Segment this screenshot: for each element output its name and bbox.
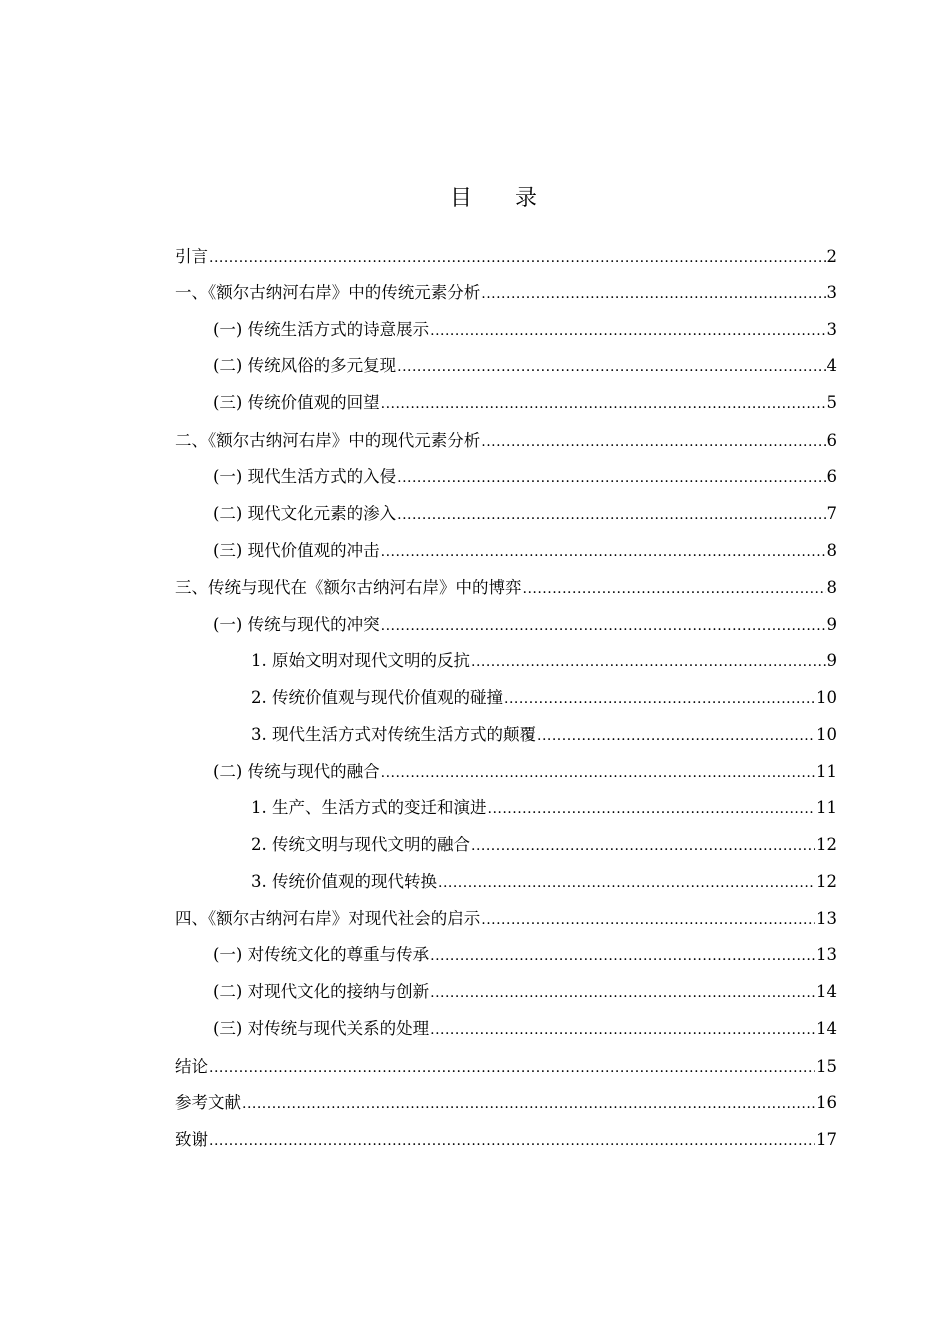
toc-page-number: 11	[816, 798, 837, 817]
toc-page-number: 3	[826, 283, 837, 302]
toc-entry-label: (三) 现代价值观的冲击	[213, 541, 380, 560]
toc-entry-section-1-2[interactable]	[213, 351, 837, 381]
dot-leader	[438, 868, 815, 898]
dot-leader	[381, 758, 815, 788]
toc-entry-label: (二) 传统风俗的多元复现	[213, 356, 397, 375]
toc-entry-label: 1. 原始文明对现代文明的反抗	[251, 651, 470, 670]
toc-entry-section-4-2[interactable]	[213, 977, 837, 1007]
page-title: 目 录	[450, 186, 555, 211]
toc-page-number: 4	[826, 356, 837, 375]
toc-page-number: 11	[816, 762, 837, 781]
toc-entry-label: (一) 传统生活方式的诗意展示	[213, 320, 430, 339]
toc-entry-section-1-1[interactable]	[213, 315, 837, 345]
toc-page-number: 9	[826, 615, 837, 634]
toc-page-number: 8	[826, 578, 837, 597]
dot-leader	[397, 500, 825, 530]
toc-page-number: 8	[826, 541, 837, 560]
toc-entry-section-2-3[interactable]	[213, 536, 837, 566]
toc-entry-label: 引言	[175, 247, 208, 266]
dot-leader	[209, 243, 826, 273]
toc-entry-label: 2. 传统文明与现代文明的融合	[251, 835, 470, 854]
toc-entry-label: (三) 对传统与现代关系的处理	[213, 1019, 430, 1038]
toc-entry-section-4-3[interactable]	[213, 1014, 837, 1044]
toc-page-number: 9	[826, 651, 837, 670]
toc-entry-label: 二、《额尔古纳河右岸》中的现代元素分析	[175, 431, 481, 450]
toc-entry-references[interactable]	[175, 1088, 837, 1118]
toc-entry-intro[interactable]	[175, 242, 837, 272]
toc-entry-section-1-3[interactable]	[213, 388, 837, 418]
toc-entry-label: 一、《额尔古纳河右岸》中的传统元素分析	[175, 283, 481, 302]
toc-entry-label: (二) 传统与现代的融合	[213, 762, 380, 781]
dot-leader	[481, 279, 825, 309]
toc-entry-label: 3. 传统价值观的现代转换	[251, 872, 437, 891]
toc-page-number: 14	[816, 1019, 837, 1038]
toc-entry-label: (一) 对传统文化的尊重与传承	[213, 945, 430, 964]
dot-leader	[523, 574, 826, 604]
toc-entry-label: (三) 传统价值观的回望	[213, 393, 380, 412]
dot-leader	[481, 427, 825, 457]
toc-entry-subsection-3-1-3[interactable]	[251, 720, 837, 750]
toc-entry-label: (二) 现代文化元素的渗入	[213, 504, 397, 523]
toc-entry-chapter-4[interactable]	[175, 904, 837, 934]
toc-page-number: 7	[826, 504, 837, 523]
dot-leader	[381, 611, 826, 641]
toc-entry-chapter-1[interactable]	[175, 278, 837, 308]
toc-entry-label: (一) 现代生活方式的入侵	[213, 467, 397, 486]
toc-entry-section-3-2[interactable]	[213, 757, 837, 787]
toc-entry-conclusion[interactable]	[175, 1052, 837, 1082]
dot-leader	[430, 316, 825, 346]
toc-entry-chapter-3[interactable]	[175, 573, 837, 603]
toc-page-number: 12	[816, 835, 837, 854]
dot-leader	[242, 1089, 815, 1119]
toc-entry-subsection-3-1-2[interactable]	[251, 683, 837, 713]
toc-entry-label: 致谢	[175, 1130, 208, 1149]
toc-page-number: 10	[816, 725, 837, 744]
toc-entry-section-2-1[interactable]	[213, 462, 837, 492]
toc-page-number: 15	[816, 1057, 837, 1076]
dot-leader	[488, 794, 816, 824]
dot-leader	[430, 978, 815, 1008]
toc-entry-label: 2. 传统价值观与现代价值观的碰撞	[251, 688, 503, 707]
dot-leader	[381, 389, 826, 419]
toc-entry-label: 四、《额尔古纳河右岸》对现代社会的启示	[175, 909, 481, 928]
toc-entry-section-3-1[interactable]	[213, 610, 837, 640]
dot-leader	[471, 831, 815, 861]
toc-page-number: 6	[826, 467, 837, 486]
toc-entry-label: 结论	[175, 1057, 208, 1076]
dot-leader	[537, 721, 815, 751]
dot-leader	[397, 463, 825, 493]
toc-entry-chapter-2[interactable]	[175, 426, 837, 456]
toc-page-number: 3	[826, 320, 837, 339]
dot-leader	[504, 684, 815, 714]
dot-leader	[430, 941, 815, 971]
toc-page-number: 6	[826, 431, 837, 450]
toc-page-number: 5	[826, 393, 837, 412]
toc-page-number: 10	[816, 688, 837, 707]
dot-leader	[430, 1015, 815, 1045]
toc-entry-label: 1. 生产、生活方式的变迁和演进	[251, 798, 487, 817]
toc-entry-subsection-3-2-3[interactable]	[251, 867, 837, 897]
toc-page-number: 13	[816, 945, 837, 964]
toc-page-number: 2	[826, 247, 837, 266]
toc-entry-label: 三、传统与现代在《额尔古纳河右岸》中的博弈	[175, 578, 522, 597]
toc-page-number: 12	[816, 872, 837, 891]
dot-leader	[397, 352, 825, 382]
toc-page-number: 16	[816, 1093, 837, 1112]
dot-leader	[481, 905, 815, 935]
toc-entry-label: 参考文献	[175, 1093, 241, 1112]
toc-entry-subsection-3-2-2[interactable]	[251, 830, 837, 860]
toc-entry-section-4-1[interactable]	[213, 940, 837, 970]
toc-entry-subsection-3-1-1[interactable]	[251, 646, 837, 676]
toc-page-number: 14	[816, 982, 837, 1001]
toc-page-number: 13	[816, 909, 837, 928]
toc-page-number: 17	[816, 1130, 837, 1149]
toc-entry-subsection-3-2-1[interactable]	[251, 793, 837, 823]
toc-entry-label: (一) 传统与现代的冲突	[213, 615, 380, 634]
toc-entry-section-2-2[interactable]	[213, 499, 837, 529]
toc-entry-label: 3. 现代生活方式对传统生活方式的颠覆	[251, 725, 536, 744]
toc-entry-acknowledgements[interactable]	[175, 1125, 837, 1155]
dot-leader	[381, 537, 826, 567]
dot-leader	[209, 1053, 815, 1083]
toc-entry-label: (二) 对现代文化的接纳与创新	[213, 982, 430, 1001]
dot-leader	[209, 1126, 815, 1156]
dot-leader	[471, 647, 826, 677]
